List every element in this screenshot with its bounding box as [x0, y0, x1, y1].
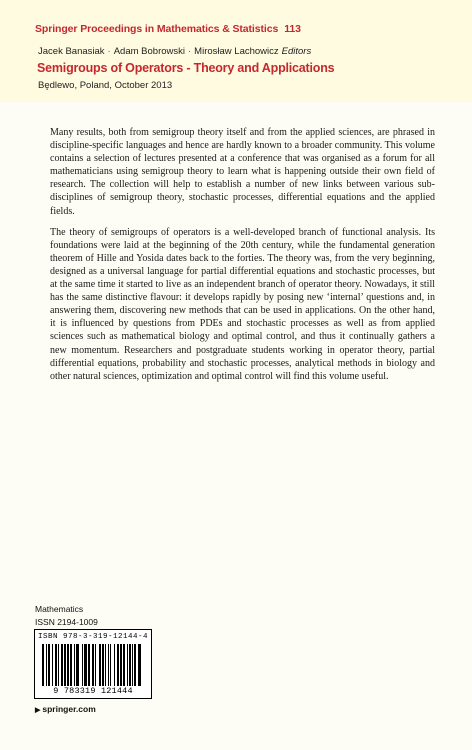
editor-2: Adam Bobrowski	[113, 46, 185, 57]
blurb-paragraph-1: Many results, both from semigroup theory itself and from the applied sciences, are phrased in discipline-specific languages and hence are hardly known to a broader community. This volume contains a selection of lectures presented at a conference that was organised as a forum for all mathematicians using semigroup theory to learn what is happening outside their own field of research. The collection will help to establish a number of new links between various sub-disciplines of semigroup theory, stochastic processes, differential equations and the applied fields.	[50, 127, 435, 217]
barcode-bars	[42, 644, 144, 686]
blurb-paragraph-2: The theory of semigroups of operators is a well-developed branch of functional analysis. Its foundations were laid at the beginning of the 20th century, while the fundamental generation theorem of Hille and Yosida dates back to the forties. The theory was, from the very beginning, designed as a universal language for partial differential equations and stochastic processes, but at the same time it started to live as an independent branch of operator theory. Nowadays, it still has the same distinctive flavour: it develops rapidly by posing new ‘internal’ questions and, in answering them, discovering new methods that can be used in applications. On the other hand, it is influenced by questions from PDEs and stochastic processes as well as from applied sciences such as mathematical biology and optimal control, and thus it continually gathers a new momentum. Researchers and postgraduate students working in operator theory, partial differential equations, probability and stochastic processes, analytical methods in biology and other natural sciences, optimization and optimal control will find this volume useful.	[50, 226, 435, 382]
isbn-text: ISBN 978-3-319-12144-4	[37, 633, 149, 641]
header-panel	[0, 0, 472, 102]
blurb	[50, 126, 435, 391]
editor-3: Mirosław Lachowicz	[194, 46, 279, 57]
conference-location: Będlewo, Poland, October 2013	[38, 80, 173, 91]
editor-1: Jacek Banasiak	[38, 46, 105, 57]
book-title: Semigroups of Operators - Theory and Applications	[37, 61, 335, 75]
website-link[interactable]	[35, 704, 96, 714]
series-line	[35, 23, 301, 35]
editor-separator: ·	[188, 46, 192, 57]
editors-role: Editors	[281, 46, 312, 57]
series-volume: 113	[284, 23, 301, 35]
triangle-right-icon: ▶	[35, 707, 41, 714]
subject-label: Mathematics	[35, 604, 84, 614]
editor-separator: ·	[107, 46, 111, 57]
editors-line	[38, 46, 311, 57]
barcode-digits: 9 783319 121444	[53, 686, 133, 696]
website-label: springer.com	[42, 704, 96, 714]
barcode-box	[34, 629, 152, 699]
series-name: Springer Proceedings in Mathematics & Statistics	[35, 23, 279, 35]
issn-label: ISSN 2194-1009	[35, 617, 98, 627]
